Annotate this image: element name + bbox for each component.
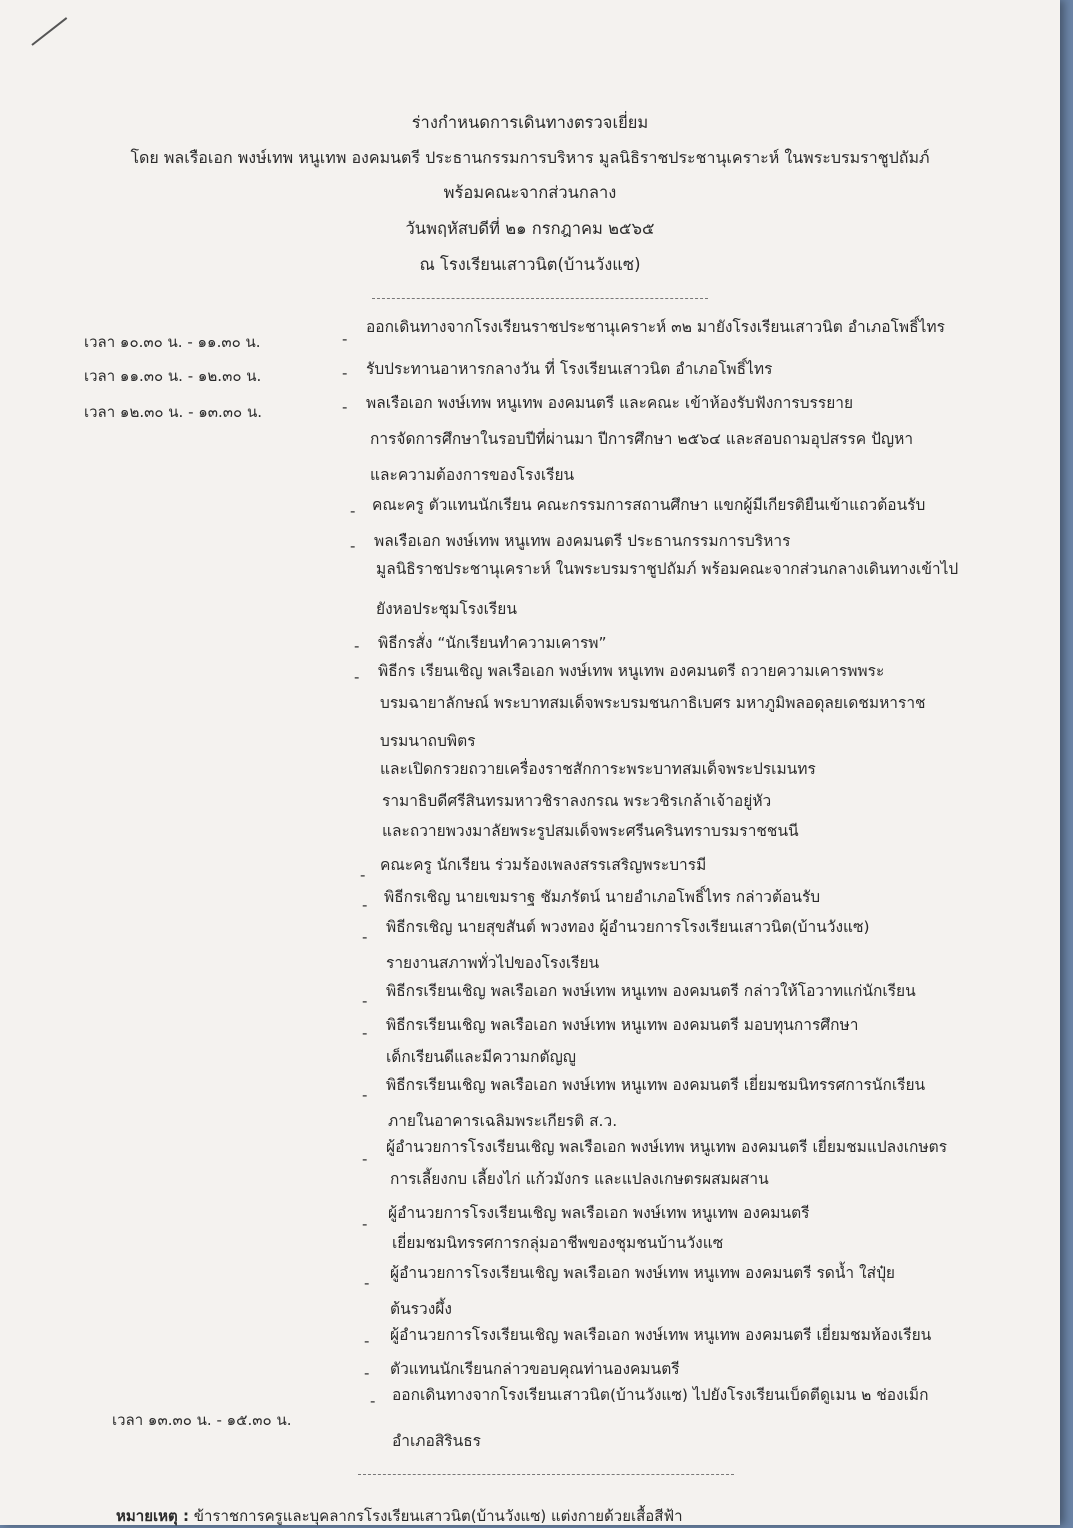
bullet-dash: - (342, 398, 348, 416)
schedule-line: และถวายพวงมาลัยพระรูปสมเด็จพระศรีนครินทราบรมราชชนนี (382, 822, 799, 840)
time-slot: เวลา ๑๒.๓๐ น. - ๑๓.๓๐ น. (84, 403, 263, 421)
schedule-line: พลเรือเอก พงษ์เทพ หนูเทพ องคมนตรี ประธานกรรมการบริหาร (374, 532, 791, 550)
schedule-line: ภายในอาคารเฉลิมพระเกียรติ ส.ว. (388, 1112, 618, 1130)
bullet-dash: - (364, 1332, 370, 1350)
bullet-dash: - (342, 330, 348, 348)
bullet-dash: - (364, 1364, 370, 1382)
schedule-line: บรมฉายาลักษณ์ พระบาทสมเด็จพระบรมชนกาธิเบศร มหาภูมิพลอดุลยเดชมหาราช (380, 694, 926, 712)
schedule-line: พิธีกรเรียนเชิญ พลเรือเอก พงษ์เทพ หนูเทพ องคมนตรี มอบทุนการศึกษา (386, 1016, 859, 1034)
schedule-line: เยี่ยมชมนิทรรศการกลุ่มอาชีพของชุมชนบ้านวังแซ (392, 1234, 724, 1252)
doc-date: วันพฤหัสบดีที่ ๒๑ กรกฎาคม ๒๕๖๕ (405, 219, 655, 238)
schedule-line: ผู้อำนวยการโรงเรียนเชิญ พลเรือเอก พงษ์เทพ หนูเทพ องคมนตรี (388, 1204, 810, 1222)
schedule-line: พลเรือเอก พงษ์เทพ หนูเทพ องคมนตรี และคณะ เข้าห้องรับฟังการบรรยาย (366, 394, 854, 412)
doc-subtitle-2: พร้อมคณะจากส่วนกลาง (443, 183, 617, 202)
footnote (116, 1504, 683, 1528)
schedule-line: รับประทานอาหารกลางวัน ที่ โรงเรียนเสาวนิต อำเภอโพธิ์ไทร (366, 360, 773, 378)
schedule-line: ออกเดินทางจากโรงเรียนราชประชานุเคราะห์ ๓๒ มายังโรงเรียนเสาวนิต อำเภอโพธิ์ไทร (366, 318, 945, 336)
bullet-dash: - (362, 1024, 368, 1042)
schedule-line: และความต้องการของโรงเรียน (370, 466, 575, 484)
bullet-dash: - (362, 928, 368, 946)
schedule-line: ผู้อำนวยการโรงเรียนเชิญ พลเรือเอก พงษ์เทพ หนูเทพ องคมนตรี เยี่ยมชมแปลงเกษตร (386, 1138, 948, 1156)
footnote-text: ข้าราชการครูและบุคลากรโรงเรียนเสาวนิต(บ้านวังแซ) แต่งกายด้วยเสื้อสีฟ้า (193, 1507, 683, 1525)
schedule-line: คณะครู นักเรียน ร่วมร้องเพลงสรรเสริญพระบารมี (380, 856, 707, 874)
bullet-dash: - (362, 1150, 368, 1168)
time-slot: เวลา ๑๐.๓๐ น. - ๑๑.๓๐ น. (84, 333, 261, 351)
schedule-line: ผู้อำนวยการโรงเรียนเชิญ พลเรือเอก พงษ์เทพ หนูเทพ องคมนตรี เยี่ยมชมห้องเรียน (390, 1326, 932, 1344)
schedule-line: รายงานสภาพทั่วไปของโรงเรียน (386, 954, 600, 972)
doc-title: ร่างกำหนดการเดินทางตรวจเยี่ยม (411, 113, 649, 132)
bullet-dash: - (350, 502, 356, 520)
bullet-dash: - (354, 668, 360, 686)
schedule-line: พิธีกร เรียนเชิญ พลเรือเอก พงษ์เทพ หนูเทพ องคมนตรี ถวายความเคารพพระ (378, 662, 885, 680)
schedule-line: คณะครู ตัวแทนนักเรียน คณะกรรมการสถานศึกษา แขกผู้มีเกียรติยืนเข้าแถวต้อนรับ (372, 496, 926, 514)
divider-bottom (358, 1474, 734, 1475)
time-slot: เวลา ๑๑.๓๐ น. - ๑๒.๓๐ น. (84, 367, 262, 385)
schedule-line: รามาธิบดีศรีสินทรมหาวชิราลงกรณ พระวชิรเกล้าเจ้าอยู่หัว (382, 792, 772, 810)
schedule-line: เด็กเรียนดีและมีความกตัญญู (386, 1048, 577, 1066)
bullet-dash: - (362, 896, 368, 914)
schedule-line: พิธีกรสั่ง “นักเรียนทำความเคารพ” (378, 634, 607, 652)
schedule-line: ออกเดินทางจากโรงเรียนเสาวนิต(บ้านวังแซ) ไปยังโรงเรียนเบ็ดตีดูเมน ๒ ช่องเม็ก (392, 1386, 929, 1404)
schedule-line: ยังหอประชุมโรงเรียน (376, 600, 517, 618)
schedule-line: ตัวแทนนักเรียนกล่าวขอบคุณท่านองคมนตรี (390, 1360, 680, 1378)
bullet-dash: - (362, 1086, 368, 1104)
schedule-line: ผู้อำนวยการโรงเรียนเชิญ พลเรือเอก พงษ์เทพ หนูเทพ องคมนตรี รดน้ำ ใส่ปุ๋ย (390, 1264, 896, 1282)
schedule-line: พิธีกรเชิญ นายสุขสันต์ พวงทอง ผู้อำนวยการโรงเรียนเสาวนิต(บ้านวังแซ) (386, 918, 870, 936)
schedule-line: พิธีกรเชิญ นายเขมราฐ ชัมภรัตน์ นายอำเภอโพธิ์ไทร กล่าวต้อนรับ (384, 888, 821, 906)
schedule-line: และเปิดกรวยถวายเครื่องราชสักการะพระบาทสมเด็จพระปรเมนทร (380, 760, 816, 778)
bullet-dash: - (354, 637, 360, 655)
bullet-dash: - (362, 1215, 368, 1233)
bullet-dash: - (342, 364, 348, 382)
pen-mark (31, 17, 67, 46)
schedule-line: บรมนาถบพิตร (380, 732, 476, 750)
schedule-line: อำเภอสิรินธร (392, 1432, 482, 1450)
schedule-line: มูลนิธิราชประชานุเคราะห์ ในพระบรมราชูปถัมภ์ พร้อมคณะจากส่วนกลางเดินทางเข้าไป (376, 560, 959, 578)
doc-subtitle: โดย พลเรือเอก พงษ์เทพ หนูเทพ องคมนตรี ประธานกรรมการบริหาร มูลนิธิราชประชานุเคราะห์ ในพระบรมราชูปถัมภ์ (130, 148, 930, 167)
bullet-dash: - (364, 1274, 370, 1292)
bullet-dash: - (362, 992, 368, 1010)
footnote-label: หมายเหตุ : (116, 1507, 189, 1525)
bullet-dash: - (350, 537, 356, 555)
schedule-line: พิธีกรเรียนเชิญ พลเรือเอก พงษ์เทพ หนูเทพ องคมนตรี กล่าวให้โอวาทแก่นักเรียน (386, 982, 916, 1000)
bullet-dash: - (370, 1392, 376, 1410)
time-slot: เวลา ๑๓.๓๐ น. - ๑๕.๓๐ น. (112, 1411, 292, 1429)
schedule-line: ต้นรวงผึ้ง (390, 1300, 452, 1318)
doc-venue: ณ โรงเรียนเสาวนิต(บ้านวังแซ) (419, 255, 641, 274)
schedule-line: การจัดการศึกษาในรอบปีที่ผ่านมา ปีการศึกษา ๒๕๖๔ และสอบถามอุปสรรค ปัญหา (370, 430, 914, 448)
schedule-line: การเลี้ยงกบ เลี้ยงไก่ แก้วมังกร และแปลงเกษตรผสมผสาน (390, 1170, 769, 1188)
bullet-dash: - (360, 866, 366, 884)
schedule-line: พิธีกรเรียนเชิญ พลเรือเอก พงษ์เทพ หนูเทพ องคมนตรี เยี่ยมชมนิทรรศการนักเรียน (386, 1076, 926, 1094)
divider-top (372, 298, 708, 299)
